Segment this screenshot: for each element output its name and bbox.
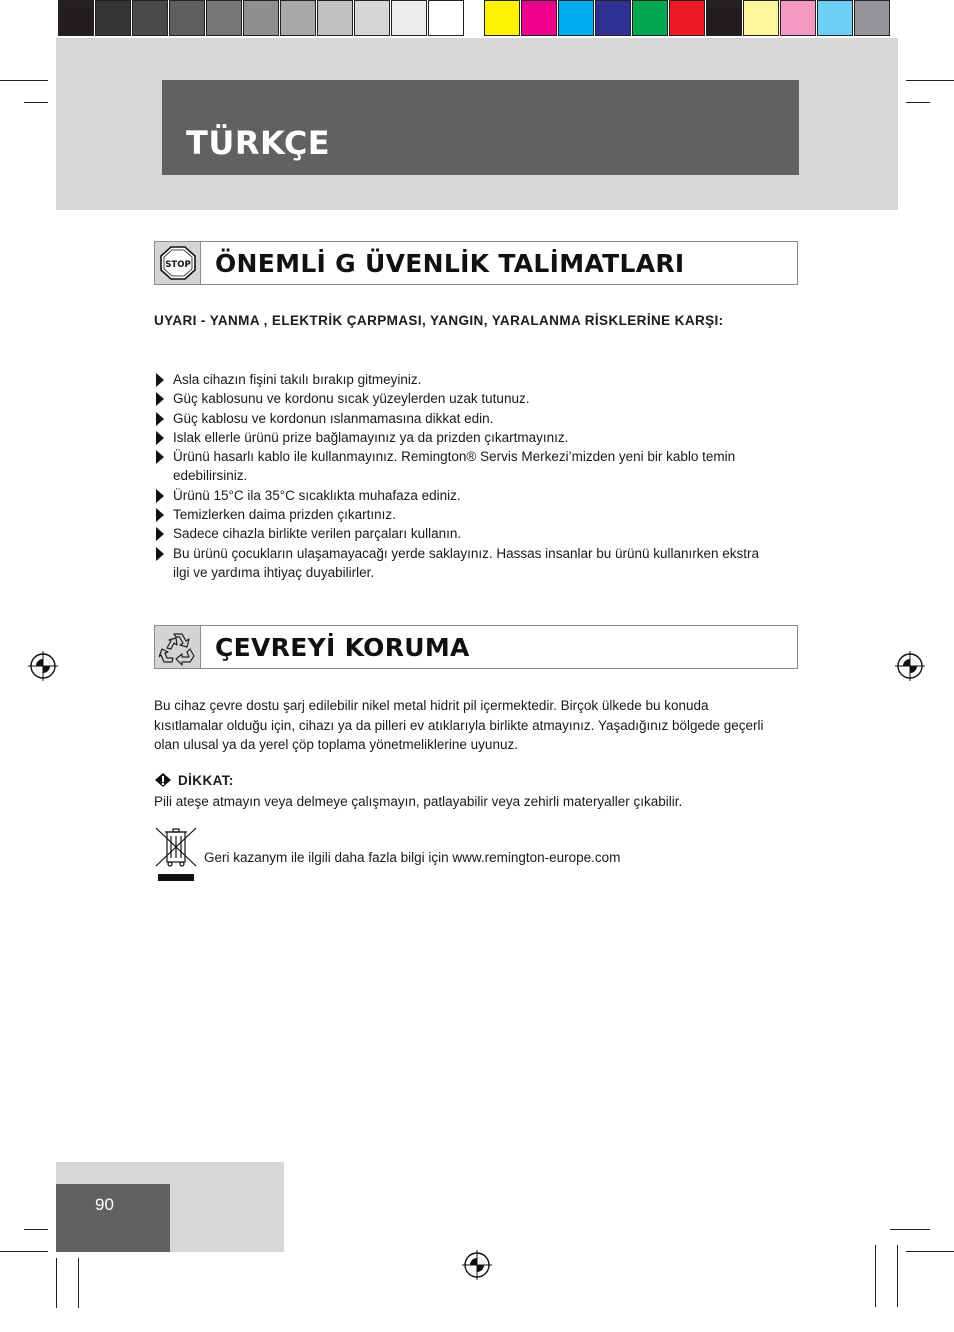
environment-title: ÇEVREYİ KORUMA bbox=[215, 633, 470, 662]
environment-paragraph: Bu cihaz çevre dostu şarj edilebilir nikel metal hidrit pil içermektedir. Birçok ülkede bu konuda kısıtlamalar olduğu için, cihazı ya da pilleri ev atıklarıyla birlikte atmayınız. Yaşadığınız bölgede geçerli olan ulusal ya da yerel çöp toplama yönetmeliklerine uyunuz. bbox=[154, 698, 764, 752]
arrow-bullet-icon bbox=[156, 373, 164, 387]
page-title: TÜRKÇE bbox=[186, 124, 331, 162]
gray-swatch bbox=[132, 0, 168, 36]
list-item-text: Ürünü hasarlı kablo ile kullanmayınız. Remington® Servis Merkezi’mizden yeni bir kablo temin edebilirsiniz. bbox=[173, 449, 736, 484]
list-item-text: Ürünü 15°C ila 35°C sıcaklıkta muhafaza ediniz. bbox=[173, 487, 461, 503]
arrow-bullet-icon bbox=[156, 527, 164, 541]
arrow-bullet-icon bbox=[156, 431, 164, 445]
color-swatch bbox=[558, 0, 594, 36]
color-swatch bbox=[521, 0, 557, 36]
list-item bbox=[154, 524, 774, 543]
environment-section-header bbox=[154, 625, 798, 669]
caution-heading bbox=[154, 772, 234, 788]
list-item-text: Güç kablosunu ve kordonu sıcak yüzeylerden uzak tutunuz. bbox=[173, 391, 530, 407]
list-item bbox=[154, 544, 774, 583]
color-swatch bbox=[595, 0, 631, 36]
color-swatch bbox=[632, 0, 668, 36]
list-item-text: Temizlerken daima prizden çıkartınız. bbox=[173, 507, 396, 523]
color-swatch bbox=[484, 0, 520, 36]
safety-section-header bbox=[154, 241, 798, 285]
list-item-text: Bu ürünü çocukların ulaşamayacağı yerde saklayınız. Hassas insanlar bu ürünü kullanırken ekstra ilgi ve yardıma ihtiyaç duyabilirler. bbox=[173, 545, 760, 580]
stop-sign-label: STOP bbox=[164, 260, 191, 270]
gray-swatch bbox=[169, 0, 205, 36]
list-item bbox=[154, 409, 774, 428]
arrow-bullet-icon bbox=[156, 489, 164, 503]
gray-swatch bbox=[354, 0, 390, 36]
arrow-bullet-icon bbox=[156, 547, 164, 561]
color-swatch bbox=[780, 0, 816, 36]
gray-swatch bbox=[428, 0, 464, 36]
list-item bbox=[154, 447, 774, 486]
caution-text: Pili ateşe atmayın veya delmeye çalışmayın, patlayabilir veya zehirli materyaller çıkabilir. bbox=[154, 794, 683, 809]
list-item bbox=[154, 505, 774, 524]
arrow-bullet-icon bbox=[156, 412, 164, 426]
list-item bbox=[154, 389, 774, 408]
gray-swatch bbox=[58, 0, 94, 36]
stop-sign-icon bbox=[155, 242, 201, 284]
arrow-bullet-icon bbox=[156, 450, 164, 464]
color-swatch bbox=[669, 0, 705, 36]
caution-label: DİKKAT: bbox=[178, 772, 234, 788]
arrow-bullet-icon bbox=[156, 392, 164, 406]
list-item-text: Güç kablosu ve kordonun ıslanmamasına dikkat edin. bbox=[173, 410, 494, 426]
color-swatch bbox=[743, 0, 779, 36]
safety-title: ÖNEMLİ G ÜVENLİK TALİMATLARI bbox=[215, 249, 685, 278]
safety-list bbox=[154, 370, 774, 582]
registration-target-icon bbox=[462, 1250, 492, 1280]
color-swatch bbox=[817, 0, 853, 36]
recycling-info-text: Geri kazanym ile ilgili daha fazla bilgi için www.remington-europe.com bbox=[204, 850, 621, 865]
gray-swatch bbox=[243, 0, 279, 36]
gray-swatch bbox=[317, 0, 353, 36]
list-item-text: Islak ellerle ürünü prize bağlamayınız ya da prizden çıkartmayınız. bbox=[173, 429, 569, 445]
list-item-text: Asla cihazın fişini takılı bırakıp gitmeyiniz. bbox=[173, 372, 422, 387]
color-swatch bbox=[706, 0, 742, 36]
process-color-swatches bbox=[484, 0, 891, 38]
gray-swatch bbox=[95, 0, 131, 36]
warning-heading: UYARI - YANMA , ELEKTRİK ÇARPMASI, YANGIN, YARALANMA RİSKLERİNE KARŞI: bbox=[154, 313, 724, 328]
list-item bbox=[154, 486, 774, 505]
registration-target-icon bbox=[28, 651, 58, 681]
list-item bbox=[154, 370, 774, 389]
gray-swatch bbox=[391, 0, 427, 36]
list-item bbox=[154, 428, 774, 447]
crossed-bin-icon bbox=[154, 826, 198, 884]
page-number: 90 bbox=[95, 1195, 114, 1214]
gray-swatch bbox=[280, 0, 316, 36]
list-item-text: Sadece cihazla birlikte verilen parçaları kullanın. bbox=[173, 526, 462, 542]
caution-icon bbox=[154, 772, 172, 788]
arrow-bullet-icon bbox=[156, 508, 164, 522]
grayscale-swatches bbox=[58, 0, 465, 38]
registration-target-icon bbox=[895, 651, 925, 681]
recycle-icon bbox=[155, 626, 201, 668]
gray-swatch bbox=[206, 0, 242, 36]
color-swatch bbox=[854, 0, 890, 36]
